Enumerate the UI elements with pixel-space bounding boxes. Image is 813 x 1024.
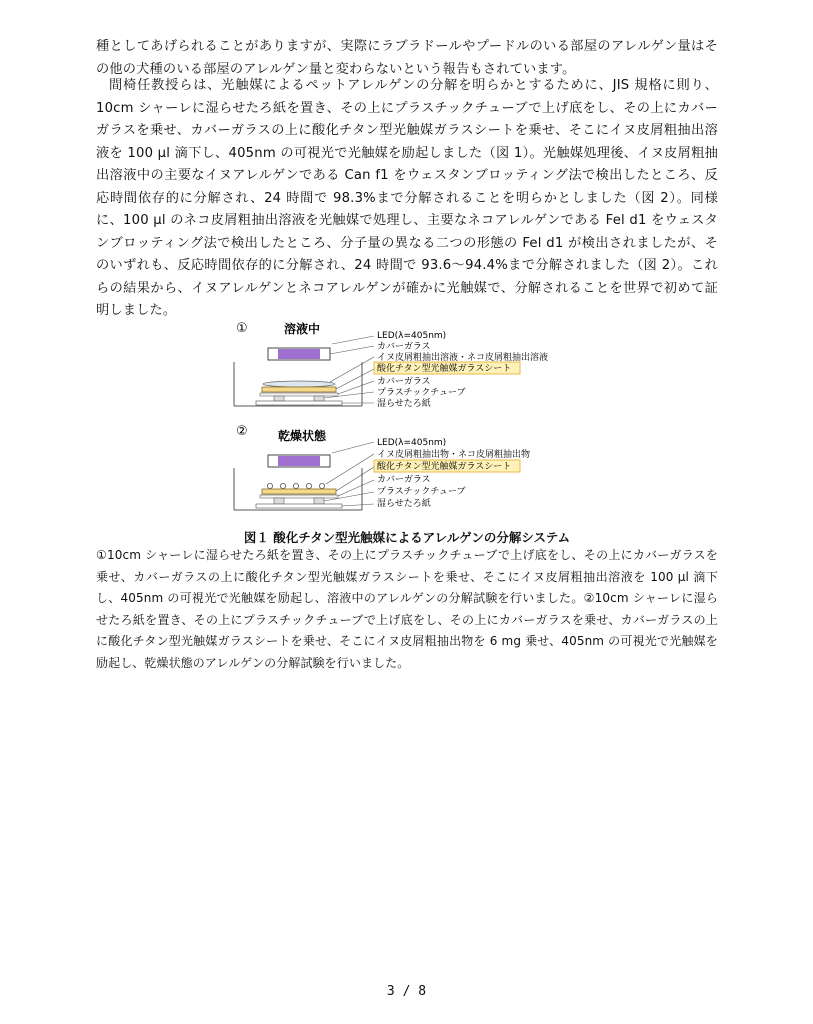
panel1-photocatalyst-sheet: [262, 387, 336, 392]
panel2-title: 乾燥状態: [278, 429, 327, 443]
panel1-label-1: カバーガラス: [377, 342, 431, 352]
panel1-label-2: イヌ皮屑粗抽出溶液・ネコ皮屑粗抽出溶液: [377, 353, 549, 363]
panel2-label-3: カバーガラス: [377, 475, 431, 485]
panel1-apparatus: [234, 336, 374, 406]
panel2-led: [278, 456, 320, 466]
panel2-label-5: 湿らせたろ紙: [377, 499, 431, 509]
panel2-filter-paper: [256, 504, 342, 508]
panel2-label-2: 酸化チタン型光触媒ガラスシート: [377, 462, 512, 472]
paragraph-continued: 種としてあげられることがありますが、実際にラブラドールやプードルのいる部屋のアレルゲン量はその他の犬種のいる部屋のアレルゲン量と変わらないという報告もされています。: [96, 39, 718, 77]
panel1-label-5: プラスチックチューブ: [377, 388, 466, 398]
panel2-apparatus: [234, 442, 374, 510]
panel1-label-6: 湿らせたろ紙: [377, 399, 431, 409]
panel2-label-4: プラスチックチューブ: [377, 487, 466, 497]
figure-diagram: [230, 318, 580, 518]
panel1-label-0: LED(λ=405nm): [377, 331, 447, 341]
panel1-led: [278, 349, 320, 359]
paragraph-main: 間椅任教授らは、光触媒によるペットアレルゲンの分解を明らかとするために、JIS 規格に則り、10cm シャーレに湿らせたろ紙を置き、その上にプラスチックチューブで上げ底をし、その上にカバーガラスを乗せ、カバーガラスの上に酸化チタン型光触媒ガラスシートを乗せ、そこにイヌ皮屑粗抽出溶液を 100 µl 滴下し、405nm の可視光で光触媒を励起しました（図 1）。光触媒処理後、イヌ皮屑粗抽出溶液中の主要なイヌアレルゲンである Can f1 をウェスタンブロッティング法で検出したところ、反応時間依存的に分解され、24 時間で 98.3%まで分解されることを明らかとしました（図 2）。同様に、100 µl のネコ皮屑粗抽出溶液を光触媒で処理し、主要なネコアレルゲンである Fel d1 をウェスタンブロッティング法で検出したところ、分子量の異なる二つの形態の Fel d1 が検出されましたが、そのいずれも、反応時間依存的に分解され、24 時間で 93.6〜94.4%まで分解されました（図 2）。これらの結果から、イヌアレルゲンとネコアレルゲンが確かに光触媒で、分解されることを世界で初めて証明しました。: [96, 78, 718, 318]
panel1-title: 溶液中: [284, 322, 321, 336]
panel1-cover-glass: [260, 393, 338, 396]
panel1-label-4: カバーガラス: [377, 377, 431, 387]
figure-description: ①10cm シャーレに湿らせたろ紙を置き、その上にプラスチックチューブで上げ底をし、その上にカバーガラスを乗せ、カバーガラスの上に酸化チタン型光触媒ガラスシートを乗せ、そこにイヌ皮屑粗抽出溶液を 100 µl 滴下し、405nm の可視光で光触媒を励起し、溶液中のアレルゲンの分解試験を行いました。②10cm シャーレに湿らせたろ紙を置き、その上にプラスチックチューブで上げ底をし、その上にカバーガラスを乗せ、カバーガラスの上に酸化チタン型光触媒ガラスシートを乗せ、そこにイヌ皮屑粗抽出物を 6 mg 乗せ、405nm の可視光で光触媒を励起し、乾燥状態のアレルゲンの分解試験を行いました。: [96, 548, 718, 670]
figure-caption: 図１ 酸化チタン型光触媒によるアレルゲンの分解システム: [243, 530, 571, 545]
panel2-photocatalyst-sheet: [262, 489, 336, 494]
panel1-solution: [263, 381, 335, 387]
panel1-label-3: 酸化チタン型光触媒ガラスシート: [377, 364, 512, 374]
panel2-number: ②: [236, 424, 248, 439]
panel2-cover-glass: [260, 495, 338, 498]
panel2-label-0: LED(λ=405nm): [377, 438, 447, 448]
panel2-label-1: イヌ皮屑粗抽出物・ネコ皮屑粗抽出物: [377, 450, 531, 460]
panel1-number: ①: [236, 321, 248, 336]
panel1-filter-paper: [256, 401, 342, 405]
page-number: 3 / 8: [386, 984, 427, 999]
